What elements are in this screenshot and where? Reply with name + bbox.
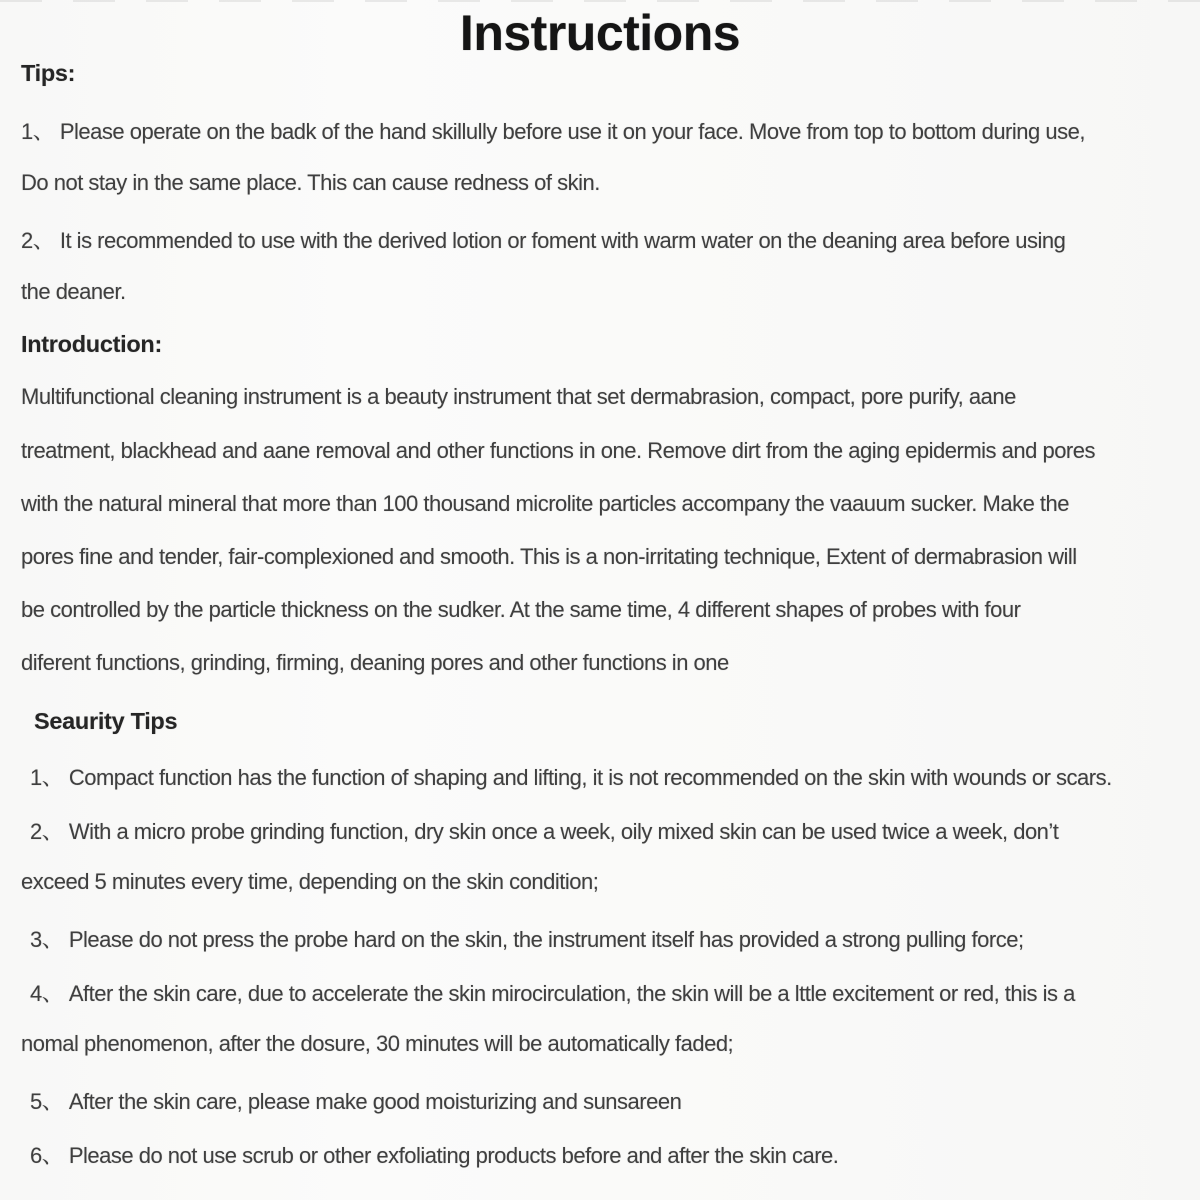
tips-line: 1、 Please operate on the badk of the hand skillully before use it on your face. Move from top to bottom during use, xyxy=(21,119,1085,144)
security-line: 3、 Please do not press the probe hard on the skin, the instrument itself has provided a strong pulling force; xyxy=(30,927,1024,952)
security-line: 1、 Compact function has the function of shaping and lifting, it is not recommended on the skin with wounds or scars. xyxy=(30,765,1112,790)
security-line: 4、 After the skin care, due to accelerate the skin mirocirculation, the skin will be a lttle excitement or red, this is a xyxy=(30,981,1075,1006)
introduction-line: treatment, blackhead and aane removal and other functions in one. Remove dirt from the aging epidermis and pores xyxy=(21,438,1095,463)
introduction-line: with the natural mineral that more than 100 thousand microlite particles accompany the vaauum sucker. Make the xyxy=(21,491,1070,516)
tips-line: Do not stay in the same place. This can cause redness of skin. xyxy=(21,170,600,195)
security-line: exceed 5 minutes every time, depending on the skin condition; xyxy=(21,869,599,894)
introduction-line: be controlled by the particle thickness on the sudker. At the same time, 4 different shapes of probes with four xyxy=(21,597,1021,622)
introduction-line: pores fine and tender, fair-complexioned and smooth. This is a non-irritating technique, Extent of dermabrasion will xyxy=(21,544,1077,569)
page-title: Instructions xyxy=(459,5,741,61)
security-line: 2、 With a micro probe grinding function, dry skin once a week, oily mixed skin can be used twice a week, don’t xyxy=(30,819,1059,844)
introduction-line: Multifunctional cleaning instrument is a beauty instrument that set dermabrasion, compact, pore purify, aane xyxy=(21,384,1016,409)
tips-line: 2、 It is recommended to use with the derived lotion or foment with warm water on the deaning area before using xyxy=(21,228,1066,253)
introduction-line: diferent functions, grinding, firming, deaning pores and other functions in one xyxy=(21,650,729,675)
introduction-heading: Introduction: xyxy=(21,331,162,357)
security-line: 5、 After the skin care, please make good moisturizing and sunsareen xyxy=(30,1089,682,1114)
tips-heading: Tips: xyxy=(21,60,76,86)
photo-crop-artifact xyxy=(0,0,1200,2)
security-tips-heading: Seaurity Tips xyxy=(34,708,178,734)
security-line: 6、 Please do not use scrub or other exfoliating products before and after the skin care. xyxy=(30,1143,839,1168)
tips-line: the deaner. xyxy=(21,279,126,304)
security-line: nomal phenomenon, after the dosure, 30 minutes will be automatically faded; xyxy=(21,1031,734,1056)
